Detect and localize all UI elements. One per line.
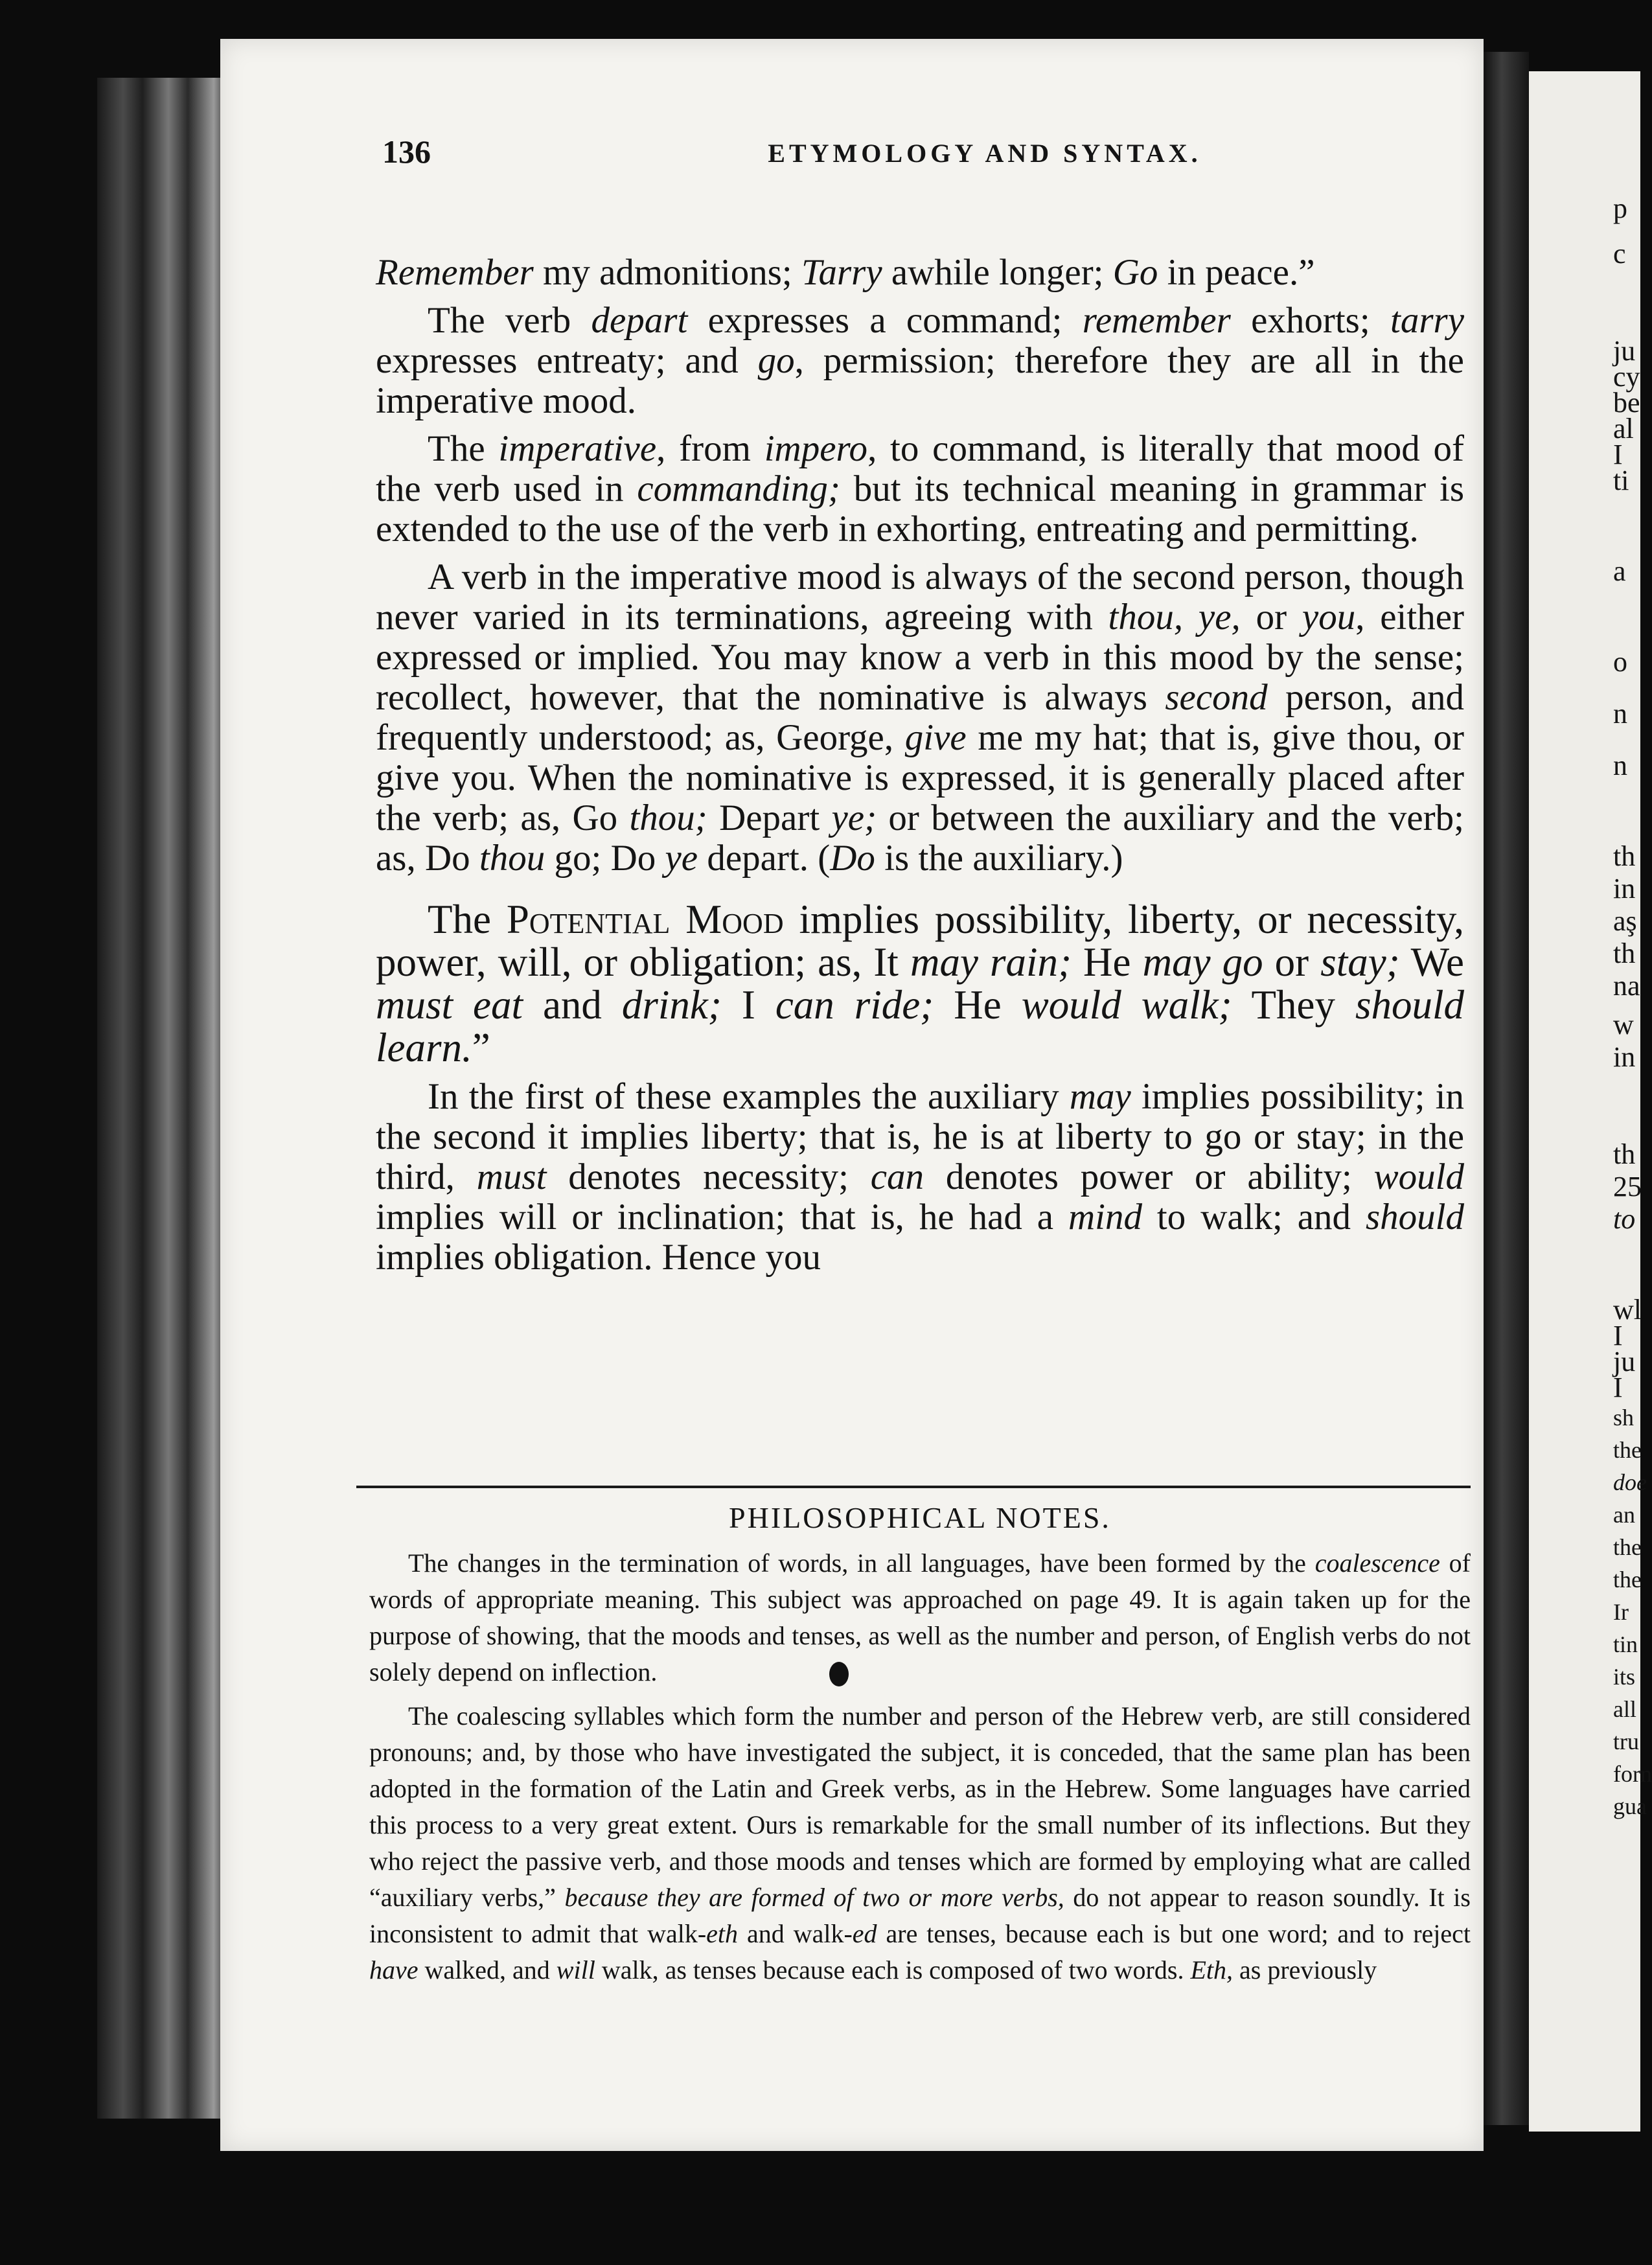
- facing-page-fragment-text: all: [1613, 1696, 1636, 1722]
- facing-page-fragment-text: to: [1613, 1203, 1636, 1235]
- notes-divider: [356, 1486, 1471, 1488]
- facing-page-fragment-text: ju: [1613, 1346, 1636, 1377]
- facing-page-fragment-text: cy: [1613, 361, 1640, 393]
- facing-page-fragment-text: I: [1613, 1372, 1623, 1403]
- facing-page-fragment-text: aş: [1613, 905, 1637, 937]
- main-text: [376, 253, 1464, 1285]
- facing-page-fragment-text: doe: [1613, 1469, 1647, 1495]
- facing-page-fragment-text: the: [1613, 1567, 1642, 1592]
- facing-page-fragment-text: ju: [1613, 335, 1636, 367]
- paragraph-4: A verb in the imperative mood is always of the second person, though never varied in its terminations, agreeing with thou, ye, or you, either expressed or implied. You may know a verb in this mood by the sense; recollect, however, that the nominative is always second person, and frequently understood; as, George, give me my hat; that is, give thou, or give you. When the nominative is expressed, it is generally placed after the verb; as, Go thou; Depart ye; or between the auxiliary and the verb; as, Do thou go; Do ye depart. (Do is the auxiliary.): [376, 557, 1465, 879]
- facing-page-fragment-text: ti: [1613, 465, 1629, 496]
- facing-page-fragment-text: n: [1613, 750, 1627, 781]
- term-potential-mood: Potential Mood: [506, 897, 784, 942]
- facing-page-fragment-text: an: [1613, 1502, 1635, 1528]
- facing-page-fragment-text: I: [1613, 1320, 1623, 1351]
- notes-title: PHILOSOPHICAL NOTES.: [729, 1501, 1111, 1534]
- paragraph-2: The verb depart expresses a command; remember exhorts; tarry expresses entreaty; and go, permission; therefore they are all in the imperative mood.: [376, 300, 1464, 421]
- facing-page-fragment-text: tin: [1613, 1631, 1638, 1657]
- facing-page-fragment-text: its: [1613, 1664, 1636, 1690]
- book-binding: [97, 78, 227, 2119]
- facing-page-fragment-text: p: [1613, 192, 1627, 224]
- facing-page-fragment-text: in: [1613, 873, 1636, 904]
- facing-page-fragment-text: tru: [1613, 1729, 1639, 1754]
- book-page: [220, 39, 1484, 2151]
- paragraph-5: The Potential Mood implies possibility, liberty, or necessity, power, will, or obligation; as, It may rain; He may go or stay; We must eat and drink; I can ride; He would walk; They should learn.”: [376, 897, 1465, 1070]
- paragraph-1: Remember my admonitions; Tarry awhile longer; Go in peace.”: [376, 252, 1315, 293]
- facing-page-fragment-text: gua: [1613, 1793, 1647, 1819]
- paragraph-3: The imperative, from impero, to command, is literally that mood of the verb used in commanding; but its technical meaning in grammar is extended to the use of the verb in exhorting, entreating and permitting.: [376, 428, 1464, 549]
- facing-page-fragment-text: in: [1613, 1041, 1636, 1073]
- facing-page-fragment-text: I: [1613, 439, 1623, 470]
- facing-page-fragment-text: o: [1613, 646, 1627, 678]
- facing-page-fragment-text: Ir: [1613, 1599, 1629, 1625]
- page-number: 136: [382, 133, 431, 170]
- page-header: [382, 133, 1458, 178]
- facing-page-fragment-text: th: [1613, 840, 1636, 872]
- facing-page-fragment-text: wl: [1613, 1294, 1642, 1326]
- paragraph-6: In the first of these examples the auxiliary may implies possibility; in the second it implies liberty; that is, he is at liberty to go or stay; in the third, must denotes necessity; can denotes power or ability; would implies will or inclination; that is, he had a mind to walk; and should implies obligation. Hence you: [376, 1076, 1465, 1278]
- philosophical-notes: [369, 1500, 1471, 1996]
- facing-page-fragment-text: w: [1613, 1009, 1634, 1041]
- facing-page-fragment-text: n: [1613, 698, 1627, 730]
- facing-page-fragment-text: forn: [1613, 1761, 1652, 1787]
- page-gutter: [1484, 52, 1529, 2125]
- note-paragraph-1: The changes in the termination of words, in all languages, have been formed by the coalescence of words of appropriate meaning. This subject was approached on page 49. It is again taken up for the purpose of showing, that the moods and tenses, as well as the number and person, of English verbs do not solely depend on inflection.: [369, 1548, 1471, 1686]
- facing-page-fragment-text: al: [1613, 413, 1634, 444]
- facing-page-fragment-text: sh: [1613, 1405, 1635, 1431]
- facing-page-fragment: [1529, 71, 1652, 2132]
- running-head: ETYMOLOGY AND SYNTAX.: [768, 139, 1202, 168]
- facing-page-fragment-text: c: [1613, 238, 1626, 270]
- facing-page-fragment-text: the: [1613, 1534, 1642, 1560]
- facing-page-fragment-text: 25: [1613, 1171, 1642, 1202]
- facing-page-fragment-text: the: [1613, 1437, 1642, 1463]
- facing-page-fragment-text: th: [1613, 937, 1636, 969]
- facing-page-fragment-text: th: [1613, 1138, 1636, 1170]
- facing-page-fragment-text: na: [1613, 970, 1640, 1002]
- facing-page-fragment-text: be: [1613, 387, 1640, 419]
- facing-page-fragment-text: a: [1613, 555, 1626, 587]
- ink-blot: [829, 1662, 849, 1686]
- note-paragraph-2: The coalescing syllables which form the number and person of the Hebrew verb, are still considered pronouns; and, by those who have investigated the subject, it is conceded, that the same plan has been adopted in the formation of the Latin and Greek verbs, as in the Hebrew. Some languages have carried this process to a very great extent. Ours is remarkable for the small number of its inflections. But they who reject the passive verb, and those moods and tenses which are formed by employing what are called “auxiliary verbs,” because they are formed of two or more verbs, do not appear to reason soundly. It is inconsistent to admit that walk-eth and walk-ed are tenses, because each is but one word; and to reject have walked, and will walk, as tenses because each is composed of two words. Eth, as previously: [369, 1701, 1471, 1984]
